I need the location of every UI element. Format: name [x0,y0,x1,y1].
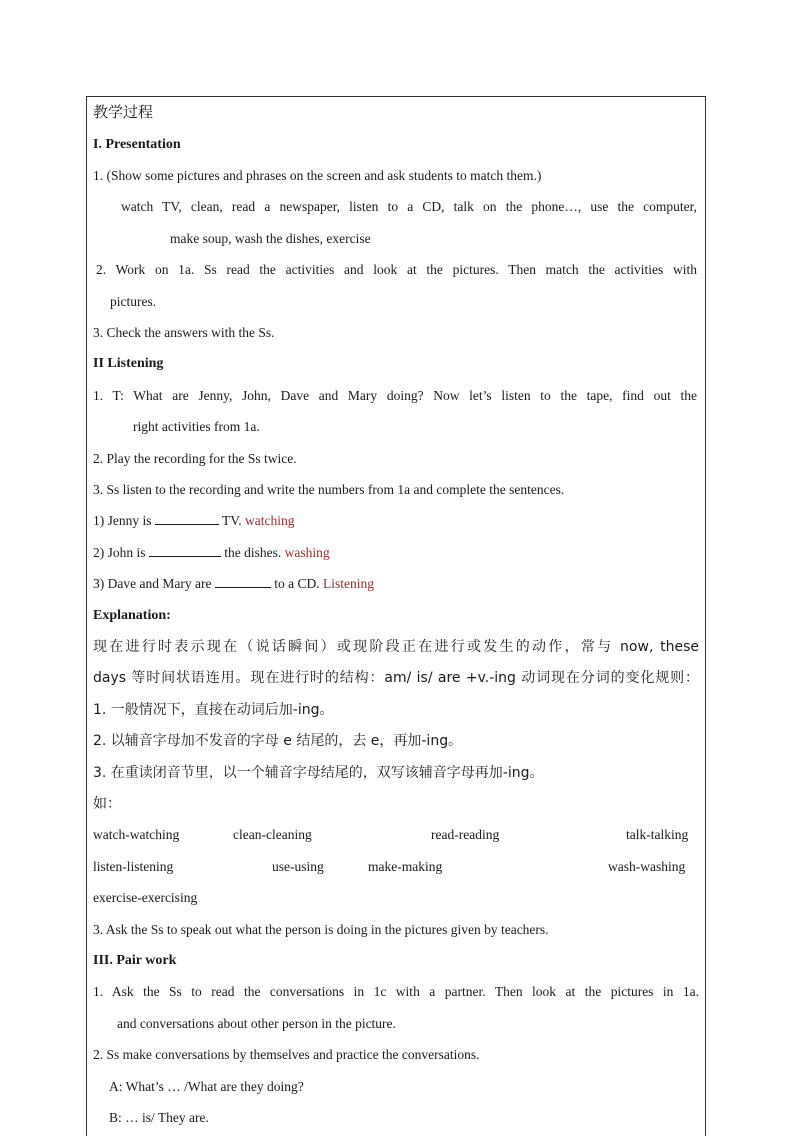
presentation-heading: I. Presentation [93,137,181,152]
example-word: listen-listening [93,859,174,874]
sentence-text: 3) Dave and Mary are [93,576,215,591]
pairwork-item-1-cont: and conversations about other person in the picture. [117,1016,396,1031]
explanation-heading: Explanation: [93,608,171,623]
example-word: clean-cleaning [233,827,312,842]
sentence-text: 2) John is [93,545,149,560]
dialog-line-a: A: What’s … /What are they doing? [109,1079,304,1094]
example-intro: 如： [93,796,121,812]
example-word: read-reading [431,827,500,842]
explanation-paragraph-1: 现在进行时表示现在（说话瞬间）或现阶段正在进行或发生的动作，常与 now, these [93,639,699,655]
explanation-item-3: 3. Ask the Ss to speak out what the person is doing in the pictures given by teachers. [93,922,549,937]
example-word: talk-talking [626,827,689,842]
example-word: watch-watching [93,827,180,842]
section-header: 教学过程 [93,103,154,121]
listening-heading: II Listening [93,356,164,371]
sentence-text: 1) Jenny is [93,513,155,528]
listening-item-1-cont: right activities from 1a. [133,419,260,434]
fill-sentence-3 [93,575,374,593]
presentation-item-3: 3. Check the answers with the Ss. [93,325,275,340]
pairwork-item-2: 2. Ss make conversations by themselves and practice the conversations. [93,1047,480,1062]
example-word: make-making [368,859,443,874]
listening-item-1: 1. T: What are Jenny, John, Dave and Mary doing? Now let’s listen to the tape, find out the [93,388,697,403]
sentence-text: TV. [218,513,246,528]
pairwork-heading: III. Pair work [93,953,177,968]
answer-blank [155,512,219,525]
answer-blank [149,544,221,557]
rule-3: 3. 在重读闭音节里，以一个辅音字母结尾的，双写该辅音字母再加-ing。 [93,765,544,781]
dialog-line-b: B: … is/ They are. [109,1110,209,1125]
presentation-phrases-2: make soup, wash the dishes, exercise [170,231,371,246]
pairwork-item-1: 1. Ask the Ss to read the conversations in 1c with a partner. Then look at the pictures in 1a. [93,984,699,999]
fill-sentence-1 [93,512,295,530]
presentation-item-2-cont: pictures. [110,294,157,309]
sentence-text: to a CD. [270,576,323,591]
example-word: wash-washing [608,859,686,874]
example-word: exercise-exercising [93,890,198,905]
sentence-text: the dishes. [220,545,285,560]
explanation-paragraph-2: days 等时间状语连用。现在进行时的结构：am/ is/ are +v.-ing 动词现在分词的变化规则： [93,670,699,686]
lesson-table [86,96,706,1136]
presentation-item-1: 1. (Show some pictures and phrases on the screen and ask students to match them.) [93,168,542,183]
presentation-item-2: 2. Work on 1a. Ss read the activities and look at the pictures. Then match the activities with [96,262,697,277]
rule-2: 2. 以辅音字母加不发音的字母 e 结尾的，去 e，再加-ing。 [93,733,463,749]
listening-item-3: 3. Ss listen to the recording and write the numbers from 1a and complete the sentences. [93,482,565,497]
example-word: use-using [272,859,324,874]
answer-text: Listening [322,576,374,591]
fill-sentence-2 [93,544,330,562]
listening-item-2: 2. Play the recording for the Ss twice. [93,451,297,466]
answer-blank [215,575,271,588]
answer-text: watching [245,513,295,528]
answer-text: washing [284,545,330,560]
presentation-phrases-1: watch TV, clean, read a newspaper, listen to a CD, talk on the phone…, use the computer, [121,199,697,214]
rule-1: 1. 一般情况下，直接在动词后加-ing。 [93,702,334,718]
